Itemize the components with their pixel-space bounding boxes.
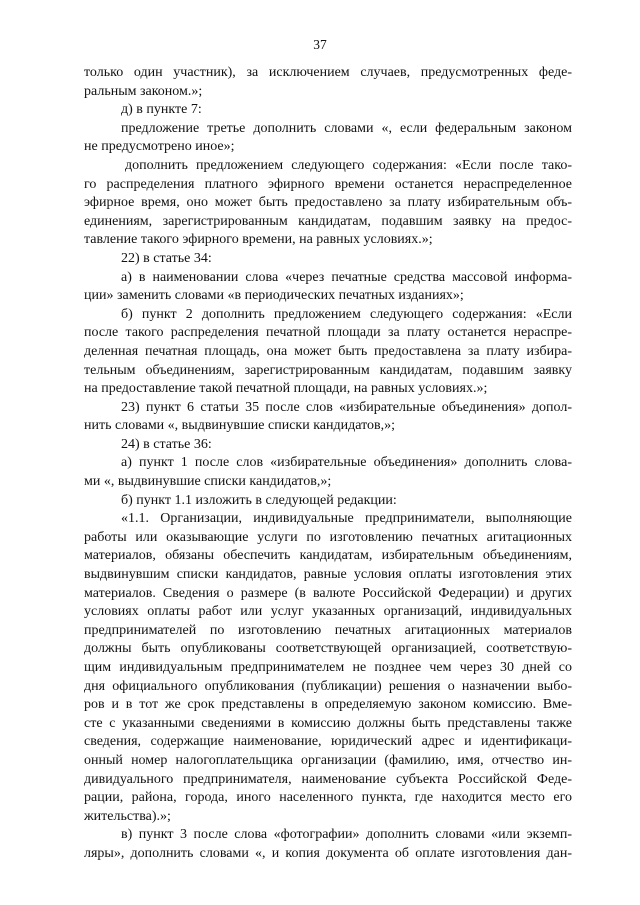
- text-line: б) пункт 1.1 изложить в следующей редакции:: [121, 492, 397, 508]
- text-line: после такого распределения печатной площади за плату останется нераспре-: [84, 325, 572, 341]
- text-line: а) в наименовании слова «через печатные средства массовой информа-: [121, 269, 572, 285]
- text-line: ции» заменить словами «в периодических печатных изданиях»;: [84, 288, 464, 304]
- page-number: 37: [313, 37, 327, 52]
- text-line: в) пункт 3 после слова «фотографии» дополнить словами «или экземп-: [121, 827, 572, 843]
- text-line: 23) пункт 6 статьи 35 после слов «избирательные объединения» допол-: [121, 399, 572, 415]
- text-line: ральным законом.»;: [84, 83, 203, 99]
- text-line: ляры», дополнить словами «, и копия документа об оплате изготовления дан-: [84, 845, 572, 861]
- text-line: ми «, выдвинувшие списки кандидатов,»;: [84, 474, 332, 490]
- text-line: деленная печатная площадь, она может быть предоставлена за плату избира-: [84, 343, 572, 359]
- text-line: только один участник), за исключением случаев, предусмотренных феде-: [84, 65, 572, 80]
- text-line: сте с указанными сведениями в комиссию должны быть представлены также: [84, 715, 572, 731]
- text-line: го распределения платного эфирного времени останется нераспределенное: [84, 176, 572, 192]
- text-line: щим индивидуальным предпринимателем не позднее чем через 30 дней со: [84, 660, 572, 675]
- text-line: на предоставление такой печатной площади, на равных условиях.»;: [84, 381, 488, 397]
- text-line: а) пункт 1 после слов «избирательные объединения» дополнить слова-: [121, 455, 572, 471]
- text-line: должны быть опубликованы соответствующей организацией, соответствую-: [84, 641, 572, 657]
- text-line: материалов. Сведения о размере (в валюте Российской Федерации) и других: [84, 585, 572, 601]
- text-line: материалов, обязаны обеспечить кандидатам, избирательным объединениям,: [84, 548, 572, 564]
- text-line: эфирное время, оно может быть предоставлено за плату избирательным объ-: [84, 195, 572, 211]
- text-line: выдвинувшим списки кандидатов, равные условия оплаты изготовления этих: [84, 567, 572, 583]
- text-line: единениям, зарегистрированным кандидатам, подавшим заявку на предос-: [84, 213, 572, 229]
- text-line: сведения, содержащие наименование, юридический адрес и идентификаци-: [84, 734, 572, 750]
- text-line: ров и в тот же срок представлены в определяемую законом комиссию. Вме-: [84, 697, 572, 713]
- text-line: нить словами «, выдвинувшие списки кандидатов,»;: [84, 418, 396, 434]
- text-line: онный номер налогоплательщика организации (фамилию, имя, отчество ин-: [84, 752, 572, 768]
- body-text: [84, 64, 572, 864]
- text-line: тельным объединениям, зарегистрированным кандидатам, подавшим заявку: [84, 362, 572, 378]
- text-line: не предусмотрено иное»;: [84, 139, 235, 155]
- text-line: 24) в статье 36:: [121, 436, 212, 452]
- text-line: предпринимателей по изготовлению печатных агитационных материалов: [84, 622, 572, 638]
- text-line: жительства).»;: [84, 808, 171, 824]
- text-line: дня официального опубликования (публикации) решения о назначении выбо-: [84, 678, 572, 694]
- text-line: условиях оплаты работ или услуг указанных организаций, индивидуальных: [84, 604, 572, 620]
- text-line: б) пункт 2 дополнить предложением следующего содержания: «Если: [121, 306, 572, 322]
- text-line: тавление такого эфирного времени, на равных условиях.»;: [84, 232, 433, 248]
- text-line: «1.1. Организации, индивидуальные предприниматели, выполняющие: [121, 511, 572, 527]
- text-line: дивидуального предпринимателя, наименование субъекта Российской Феде-: [84, 771, 572, 787]
- text-line: предложение третье дополнить словами «, если федеральным законом: [121, 120, 572, 136]
- text-line: дополнить предложением следующего содержания: «Если после тако-: [125, 157, 572, 173]
- text-line: рации, района, города, иного населенного пункта, где находится место его: [84, 790, 572, 806]
- text-line: 22) в статье 34:: [121, 250, 212, 266]
- text-line: д) в пункте 7:: [121, 102, 202, 118]
- text-line: работы или оказывающие услуги по изготовлению печатных агитационных: [84, 529, 572, 545]
